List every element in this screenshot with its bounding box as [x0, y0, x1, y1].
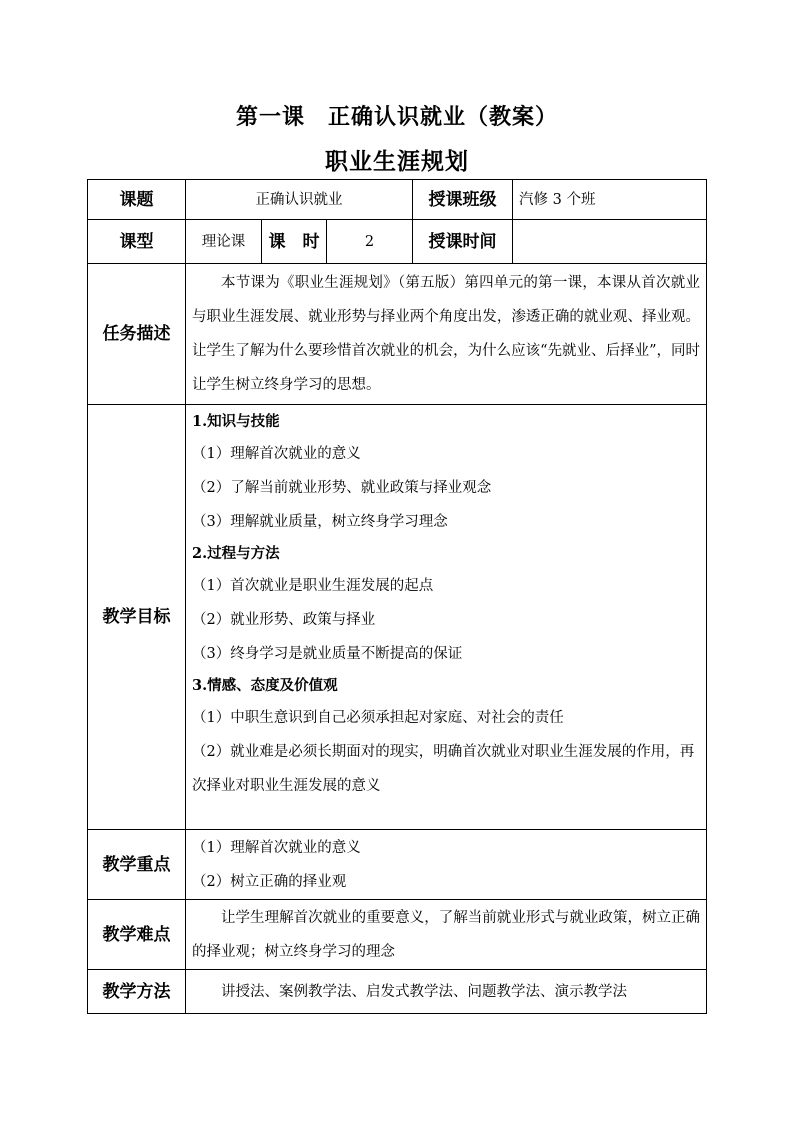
key-point-item: （2）树立正确的择业观 [192, 873, 347, 890]
key-point-item: （1）理解首次就业的意义 [192, 839, 361, 856]
class-value: 汽修 3 个班 [513, 180, 707, 220]
time-value [513, 220, 707, 264]
table-row [88, 264, 707, 405]
lesson-title: 第一课 正确认识就业（教案） [235, 104, 558, 130]
goal-heading: 1.知识与技能 [192, 413, 280, 430]
task-text: 本节课为《职业生涯规划》（第五版）第四单元的第一课，本课从首次就业与职业生涯发展、就业形势与择业两个角度出发，渗透正确的就业观、择业观。让学生了解为什么要珍惜首次就业的机会，为什么应该“先就业、后择业”，同时让学生树立终身学习的思想。 [192, 275, 701, 393]
type-value: 理论课 [186, 220, 262, 264]
teaching-methods [186, 970, 707, 1014]
table-row [88, 180, 707, 220]
topic-label: 课题 [88, 180, 186, 220]
hours-value: 2 [327, 220, 413, 264]
lesson-plan-table [87, 179, 707, 1014]
goal-item: （1）中职生意识到自己必须承担起对家庭、对社会的责任 [192, 710, 564, 726]
difficulty-label: 教学难点 [88, 900, 186, 970]
course-subtitle: 职业生涯规划 [325, 148, 469, 175]
topic-value: 正确认识就业 [186, 180, 413, 220]
method-label: 教学方法 [88, 970, 186, 1014]
goal-item: （2）就业难是必须长期面对的现实，明确首次就业对职业生涯发展的作用，再次择业对职业生涯发展的意义 [192, 744, 695, 794]
goal-item: （3）终身学习是就业质量不断提高的保证 [192, 646, 463, 662]
goals-label: 教学目标 [88, 405, 186, 830]
difficulty-text: 让学生理解首次就业的重要意义，了解当前就业形式与就业政策，树立正确的择业观；树立终身学习的理念 [192, 909, 701, 960]
goal-item: （2）了解当前就业形势、就业政策与择业观念 [192, 480, 492, 496]
goal-heading: 3.情感、态度及价值观 [192, 677, 338, 694]
hours-label: 课 时 [262, 220, 327, 264]
task-description [186, 264, 707, 405]
task-label: 任务描述 [88, 264, 186, 405]
table-row [88, 220, 707, 264]
key-points [186, 830, 707, 900]
type-label: 课型 [88, 220, 186, 264]
table-row [88, 830, 707, 900]
key-points-label: 教学重点 [88, 830, 186, 900]
time-label: 授课时间 [413, 220, 513, 264]
difficulty [186, 900, 707, 970]
goal-item: （1）首次就业是职业生涯发展的起点 [192, 578, 434, 594]
goal-heading: 2.过程与方法 [192, 545, 280, 562]
table-row [88, 405, 707, 830]
table-row [88, 970, 707, 1014]
goal-item: （3）理解就业质量，树立终身学习理念 [192, 514, 448, 530]
method-text: 讲授法、案例教学法、启发式教学法、问题教学法、演示教学法 [221, 983, 627, 1000]
goal-item: （2）就业形势、政策与择业 [192, 612, 376, 628]
table-row [88, 900, 707, 970]
teaching-goals [186, 405, 707, 830]
goal-item: （1）理解首次就业的意义 [192, 446, 361, 462]
class-label: 授课班级 [413, 180, 513, 220]
